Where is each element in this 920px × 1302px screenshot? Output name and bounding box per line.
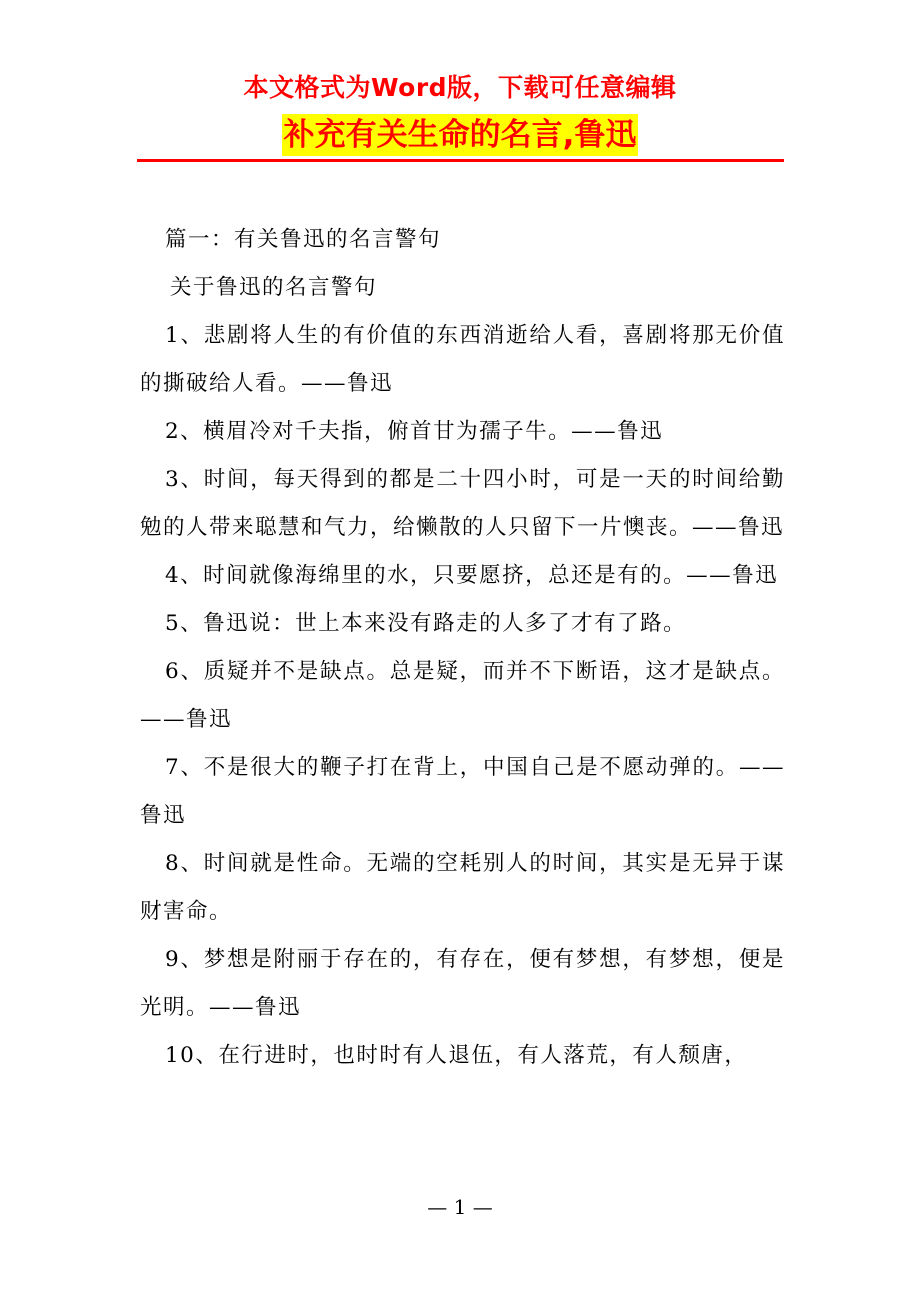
quote-paragraph: 9、梦想是附丽于存在的，有存在，便有梦想，有梦想，便是光明。——鲁迅 [140,947,785,1020]
section-heading: 篇一：有关鲁迅的名言警句 [165,227,442,252]
quote-paragraph: 5、鲁迅说：世上本来没有路走的人多了才有了路。 [165,611,687,636]
quote-paragraph: 1、悲剧将人生的有价值的东西消逝给人看，喜剧将那无价值的撕破给人看。——鲁迅 [140,323,785,396]
document-body [140,216,785,1080]
page-number: — 1 — [427,1195,493,1219]
document-title: 补充有关生命的名言,鲁迅 [282,114,639,156]
quote-paragraph: 8、时间就是性命。无端的空耗别人的时间，其实是无异于谋财害命。 [140,851,785,924]
format-notice-banner: 本文格式为Word版，下载可任意编辑 [243,73,677,102]
quote-paragraph: 10、在行进时，也时时有人退伍，有人落荒，有人颓唐， [165,1043,748,1068]
title-divider [137,159,784,162]
quote-paragraph: 6、质疑并不是缺点。总是疑，而并不下断语，这才是缺点。——鲁迅 [140,659,785,732]
quote-paragraph: 2、横眉冷对千夫指，俯首甘为孺子牛。——鲁迅 [165,419,664,444]
title-container [0,114,920,156]
quote-paragraph: 3、时间，每天得到的都是二十四小时，可是一天的时间给勤勉的人带来聪慧和气力，给懒散的人只留下一片懊丧。——鲁迅 [140,467,785,540]
subheading: 关于鲁迅的名言警句 [170,275,378,300]
quote-paragraph: 4、时间就像海绵里的水，只要愿挤，总还是有的。——鲁迅 [165,563,779,588]
quote-paragraph: 7、不是很大的鞭子打在背上，中国自己是不愿动弹的。——鲁迅 [140,755,785,828]
